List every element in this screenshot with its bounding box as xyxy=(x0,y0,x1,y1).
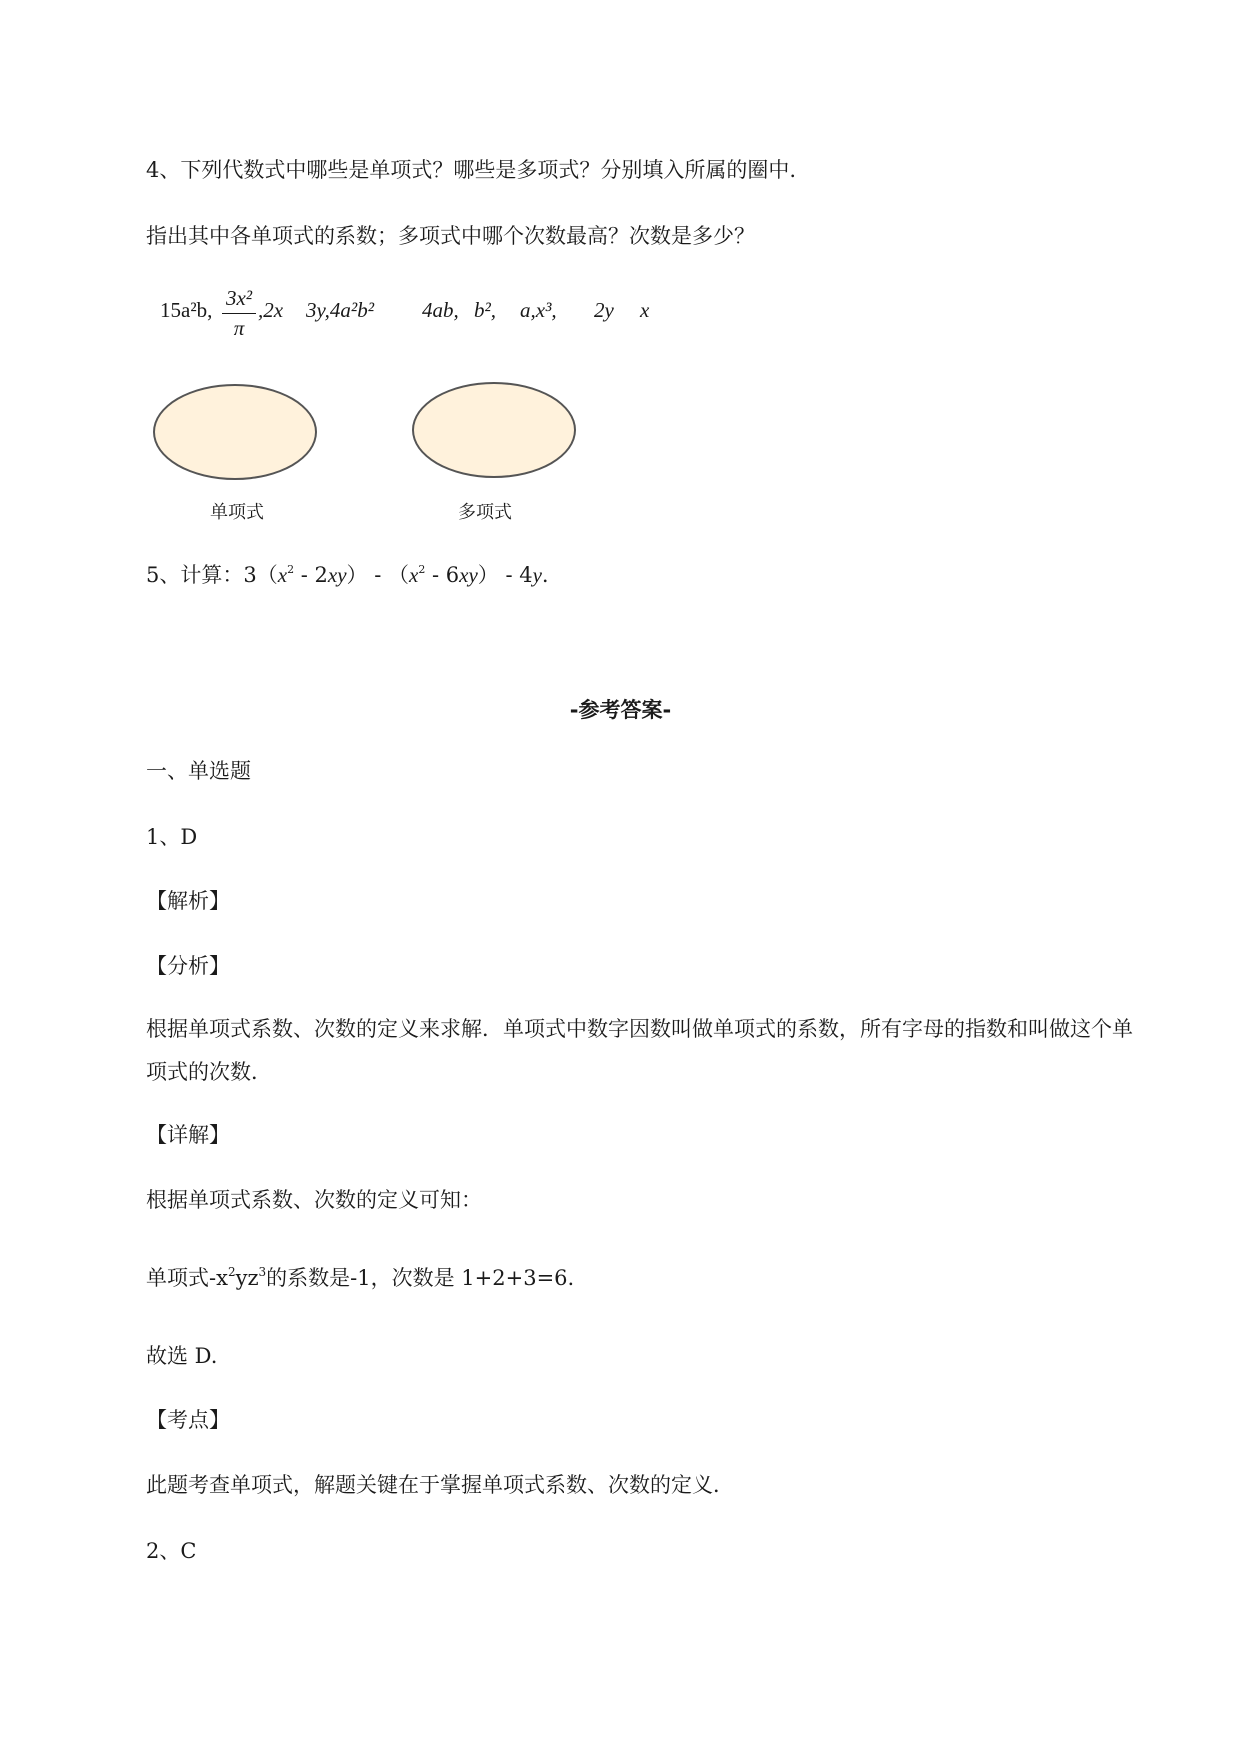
q5-part: xy xyxy=(459,563,478,587)
detail-sup: 3 xyxy=(258,1265,267,1279)
q5-part: . xyxy=(541,563,549,587)
q5-part: ） - （ xyxy=(346,563,409,587)
question-5 xyxy=(146,561,549,589)
answer-1: 1、D xyxy=(146,825,198,849)
polynomial-circle[interactable] xyxy=(412,382,576,478)
q5-part: 2 xyxy=(418,563,426,576)
fenxi-tag: 【分析】 xyxy=(146,954,230,978)
q5-part: y xyxy=(532,563,542,587)
expr-term: 2y xyxy=(594,298,614,322)
analysis-tag: 【解析】 xyxy=(146,889,230,913)
expr-term: 15a²b, xyxy=(160,298,213,322)
fenxi-text: 根据单项式系数、次数的定义来求解．单项式中数字因数叫做单项式的系数，所有字母的指数和叫做这个单项式的次数． xyxy=(146,1017,1133,1084)
detail-part: yz xyxy=(235,1266,259,1290)
monomial-label: 单项式 xyxy=(210,502,264,523)
monomial-ellipse[interactable] xyxy=(153,384,317,480)
section-title: 一、单选题 xyxy=(146,759,251,783)
q5-part: x xyxy=(408,563,419,587)
expr-term: x xyxy=(640,298,650,322)
expr-term: 3y,4a²b² xyxy=(306,298,375,322)
q5-part: x xyxy=(277,563,288,587)
detail-line-2 xyxy=(146,1264,574,1292)
detail-sup: 2 xyxy=(227,1265,236,1279)
q5-part: xy xyxy=(327,563,347,587)
detail-part: 单项式-x xyxy=(146,1266,228,1290)
polynomial-ellipse[interactable] xyxy=(412,382,576,478)
fraction-denominator: π xyxy=(233,316,245,340)
kaodian-tag: 【考点】 xyxy=(146,1408,230,1432)
conclusion: 故选 D. xyxy=(146,1344,218,1368)
detail-tag: 【详解】 xyxy=(146,1123,230,1147)
expr-term: 4ab, xyxy=(422,298,459,322)
expr-term: a,x³, xyxy=(520,298,557,322)
q5-part: 2 xyxy=(287,563,295,576)
polynomial-label: 多项式 xyxy=(458,502,512,523)
detail-part: 的系数是-1，次数是 1+2+3=6. xyxy=(266,1266,575,1290)
question-4-line-1: 4、下列代数式中哪些是单项式？哪些是多项式？分别填入所属的圈中. xyxy=(146,158,797,182)
expr-term: ,2x xyxy=(258,298,284,322)
q5-part: ） - 4 xyxy=(477,563,533,587)
expr-term: b², xyxy=(474,298,497,322)
fraction-bar xyxy=(222,313,256,314)
kaodian-text: 此题考查单项式，解题关键在于掌握单项式系数、次数的定义． xyxy=(146,1473,734,1497)
fraction-numerator: 3x² xyxy=(225,286,253,310)
q5-part: - 2 xyxy=(294,563,328,587)
answer-2: 2、C xyxy=(146,1539,197,1563)
q5-part: 5、计算：3（ xyxy=(146,563,278,587)
fraction xyxy=(222,286,256,341)
q5-part: - 6 xyxy=(425,563,460,587)
detail-line-1: 根据单项式系数、次数的定义可知： xyxy=(146,1188,482,1212)
monomial-circle[interactable] xyxy=(153,384,317,480)
question-4-line-2: 指出其中各单项式的系数；多项式中哪个次数最高？次数是多少？ xyxy=(146,224,755,248)
answers-heading: -参考答案- xyxy=(569,698,672,722)
